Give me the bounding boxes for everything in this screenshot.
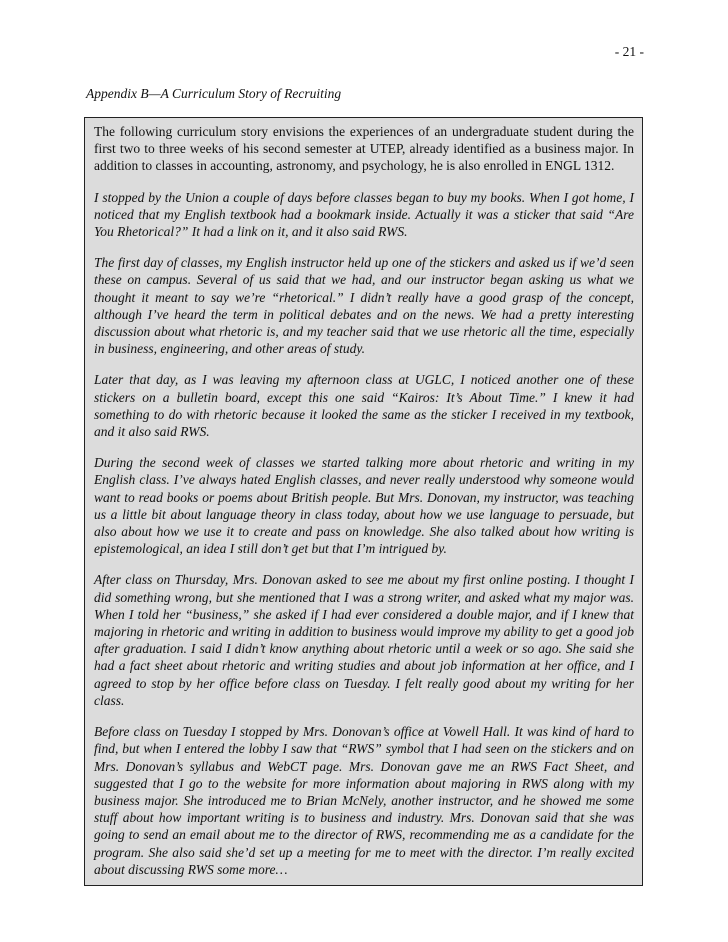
story-paragraph-second-week: During the second week of classes we started talking more about rhetoric and writing in my English class. I’ve always hated English classes, and never really understood why someone would want to read books or poems about British people. But Mrs. Donovan, my instructor, was teaching us a little bit about language theory in class today, about how we use language to persuade, but also about how we use it to create and pass on knowledge. She also talked about how writing is epistemological, an idea I still don’t get but that I’m intrigued by. [94,455,634,557]
story-intro-paragraph: The following curriculum story envisions the experiences of an undergraduate student during the first two to three weeks of his second semester at UTEP, already identified as a business major. In addition to classes in accounting, astronomy, and psychology, he is also enrolled in ENGL 1312. [94,124,634,174]
story-paragraph-bulletin-board: Later that day, as I was leaving my afternoon class at UGLC, I noticed another one of these stickers on a bulletin board, except this one said “Kairos: It’s About Time.” I knew it had something to do with rhetoric because it looked the same as the sticker I received in my textbook, and it also said RWS. [94,372,634,440]
story-paragraph-thursday: After class on Thursday, Mrs. Donovan asked to see me about my first online posting. I thought I did something wrong, but she mentioned that I was a strong writer, and asked what my major was. When I told her “business,” she asked if I had ever considered a double major, and if I knew that majoring in rhetoric and writing in addition to business would improve my ability to get a good job after graduation. I said I didn’t know anything about rhetoric until a week or so ago. She said she had a fact sheet about rhetoric and writing studies and about job information at her office, and I agreed to stop by her office before class on Tuesday. I felt really good about my writing for her class. [94,572,634,708]
story-paragraph-tuesday: Before class on Tuesday I stopped by Mrs. Donovan’s office at Vowell Hall. It was kind of hard to find, but when I entered the lobby I saw that “RWS” symbol that I had seen on the stickers and on Mrs. Donovan’s syllabus and WebCT page. Mrs. Donovan gave me an RWS Fact Sheet, and suggested that I go to the website for more information about majoring in RWS along with my business major. She introduced me to Brian McNely, another instructor, and he showed me some stuff about how important writing is to business and industry. Mrs. Donovan said that she was going to send an email about me to the director of RWS, recommending me as a candidate for the program. She also said she’d set up a meeting for me to meet with the director. I’m really excited about discussing RWS some more… [94,724,634,877]
page-number: - 21 - [614,44,644,59]
story-paragraph-bookstore: I stopped by the Union a couple of days before classes began to buy my books. When I got home, I noticed that my English textbook had a bookmark inside. Actually it was a sticker that said “Are You Rhetorical?” It had a link on it, and it also said RWS. [94,189,634,240]
appendix-title: Appendix B—A Curriculum Story of Recruiting [86,86,342,101]
story-paragraph-first-day: The first day of classes, my English instructor held up one of the stickers and asked us if we’d seen these on campus. Several of us said that we had, and our instructor began asking us what we thought it meant to say we’re “rhetorical.” I didn’t really have a good grasp of the concept, although I’ve heard the term in political debates and on the news. We had a pretty interesting discussion about what rhetoric is, and my teacher said that we use rhetoric all the time, especially in business, engineering, and other areas of study. [94,255,634,357]
curriculum-story-box [84,117,643,886]
